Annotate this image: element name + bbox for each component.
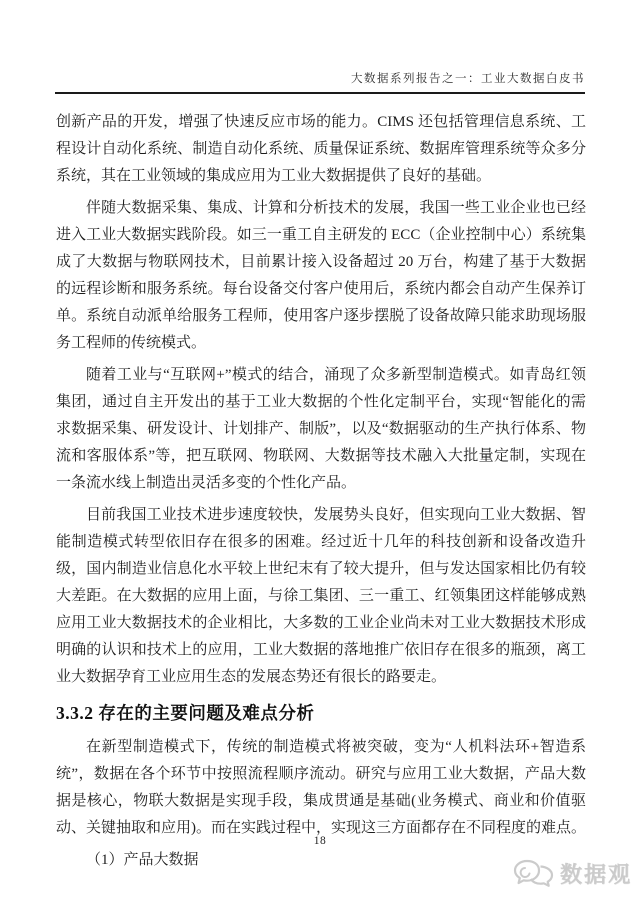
body-paragraph: 创新产品的开发，增强了快速反应市场的能力。CIMS 还包括管理信息系统、工程设计自动化系统、制造自动化系统、质量保证系统、数据库管理系统等众多分系统，其在工业领域的集成应用为工业大数据提供了良好的基础。: [56, 114, 586, 184]
body-paragraph: 在新型制造模式下，传统的制造模式将被突破，变为“人机料法环+智造系统”，数据在各个环节中按照流程顺序流动。研究与应用工业大数据，产品大数据是核心，物联大数据是实现手段，集成贯通是基础(业务模式、商业和价值驱动、关键抽取和应用)。而在实践过程中，实现这三方面都存在不同程度的难点。: [56, 739, 586, 836]
page-number: 18: [313, 835, 327, 847]
list-item-heading: （1）产品大数据: [86, 852, 199, 868]
logo-text: 数据观: [559, 861, 632, 887]
body-paragraph: 伴随大数据采集、集成、计算和分析技术的发展，我国一些工业企业也已经进入工业大数据实践阶段。如三一重工自主研发的 ECC（企业控制中心）系统集成了大数据与物联网技术，目前累计接入设备超过 20 万台，构建了基于大数据的远程诊断和服务系统。每台设备交付客户使用后，系统内都会自动产生保养订单。系统自动派单给服务工程师，使用客户逐步摆脱了设备故障只能求助现场服务工程师的传统模式。: [56, 200, 586, 351]
body-paragraph: 目前我国工业技术进步速度较快，发展势头良好，但实现向工业大数据、智能制造模式转型依旧存在很多的困难。经过近十几年的科技创新和设备改造升级，国内制造业信息化水平较上世纪末有了较大提升，但与发达国家相比仍有较大差距。在大数据的应用上面，与徐工集团、三一重工、红领集团这样能够成熟应用工业大数据技术的企业相比，大多数的工业企业尚未对工业大数据技术形成明确的认识和技术上的应用，工业大数据的落地推广依旧存在很多的瓶颈，离工业大数据孕育工业应用生态的发展态势还有很长的路要走。: [56, 507, 586, 685]
page-body: [56, 109, 586, 879]
speech-bubbles-icon: [513, 857, 555, 889]
section-heading: 3.3.2 存在的主要问题及难点分析: [56, 703, 315, 723]
running-header-title: 大数据系列报告之一：工业大数据白皮书: [351, 73, 585, 85]
running-header: [55, 70, 585, 94]
body-paragraph: 随着工业与“互联网+”模式的结合，涌现了众多新型制造模式。如青岛红领集团，通过自主开发出的基于工业大数据的个性化定制平台，实现“智能化的需求数据采集、研发设计、计划排产、制版”，以及“数据驱动的生产执行体系、物流和客服体系”等，把互联网、物联网、大数据等技术融入大批量定制，实现在一条流水线上制造出灵活多变的个性化产品。: [56, 367, 586, 491]
dataview-logo: [513, 857, 632, 889]
